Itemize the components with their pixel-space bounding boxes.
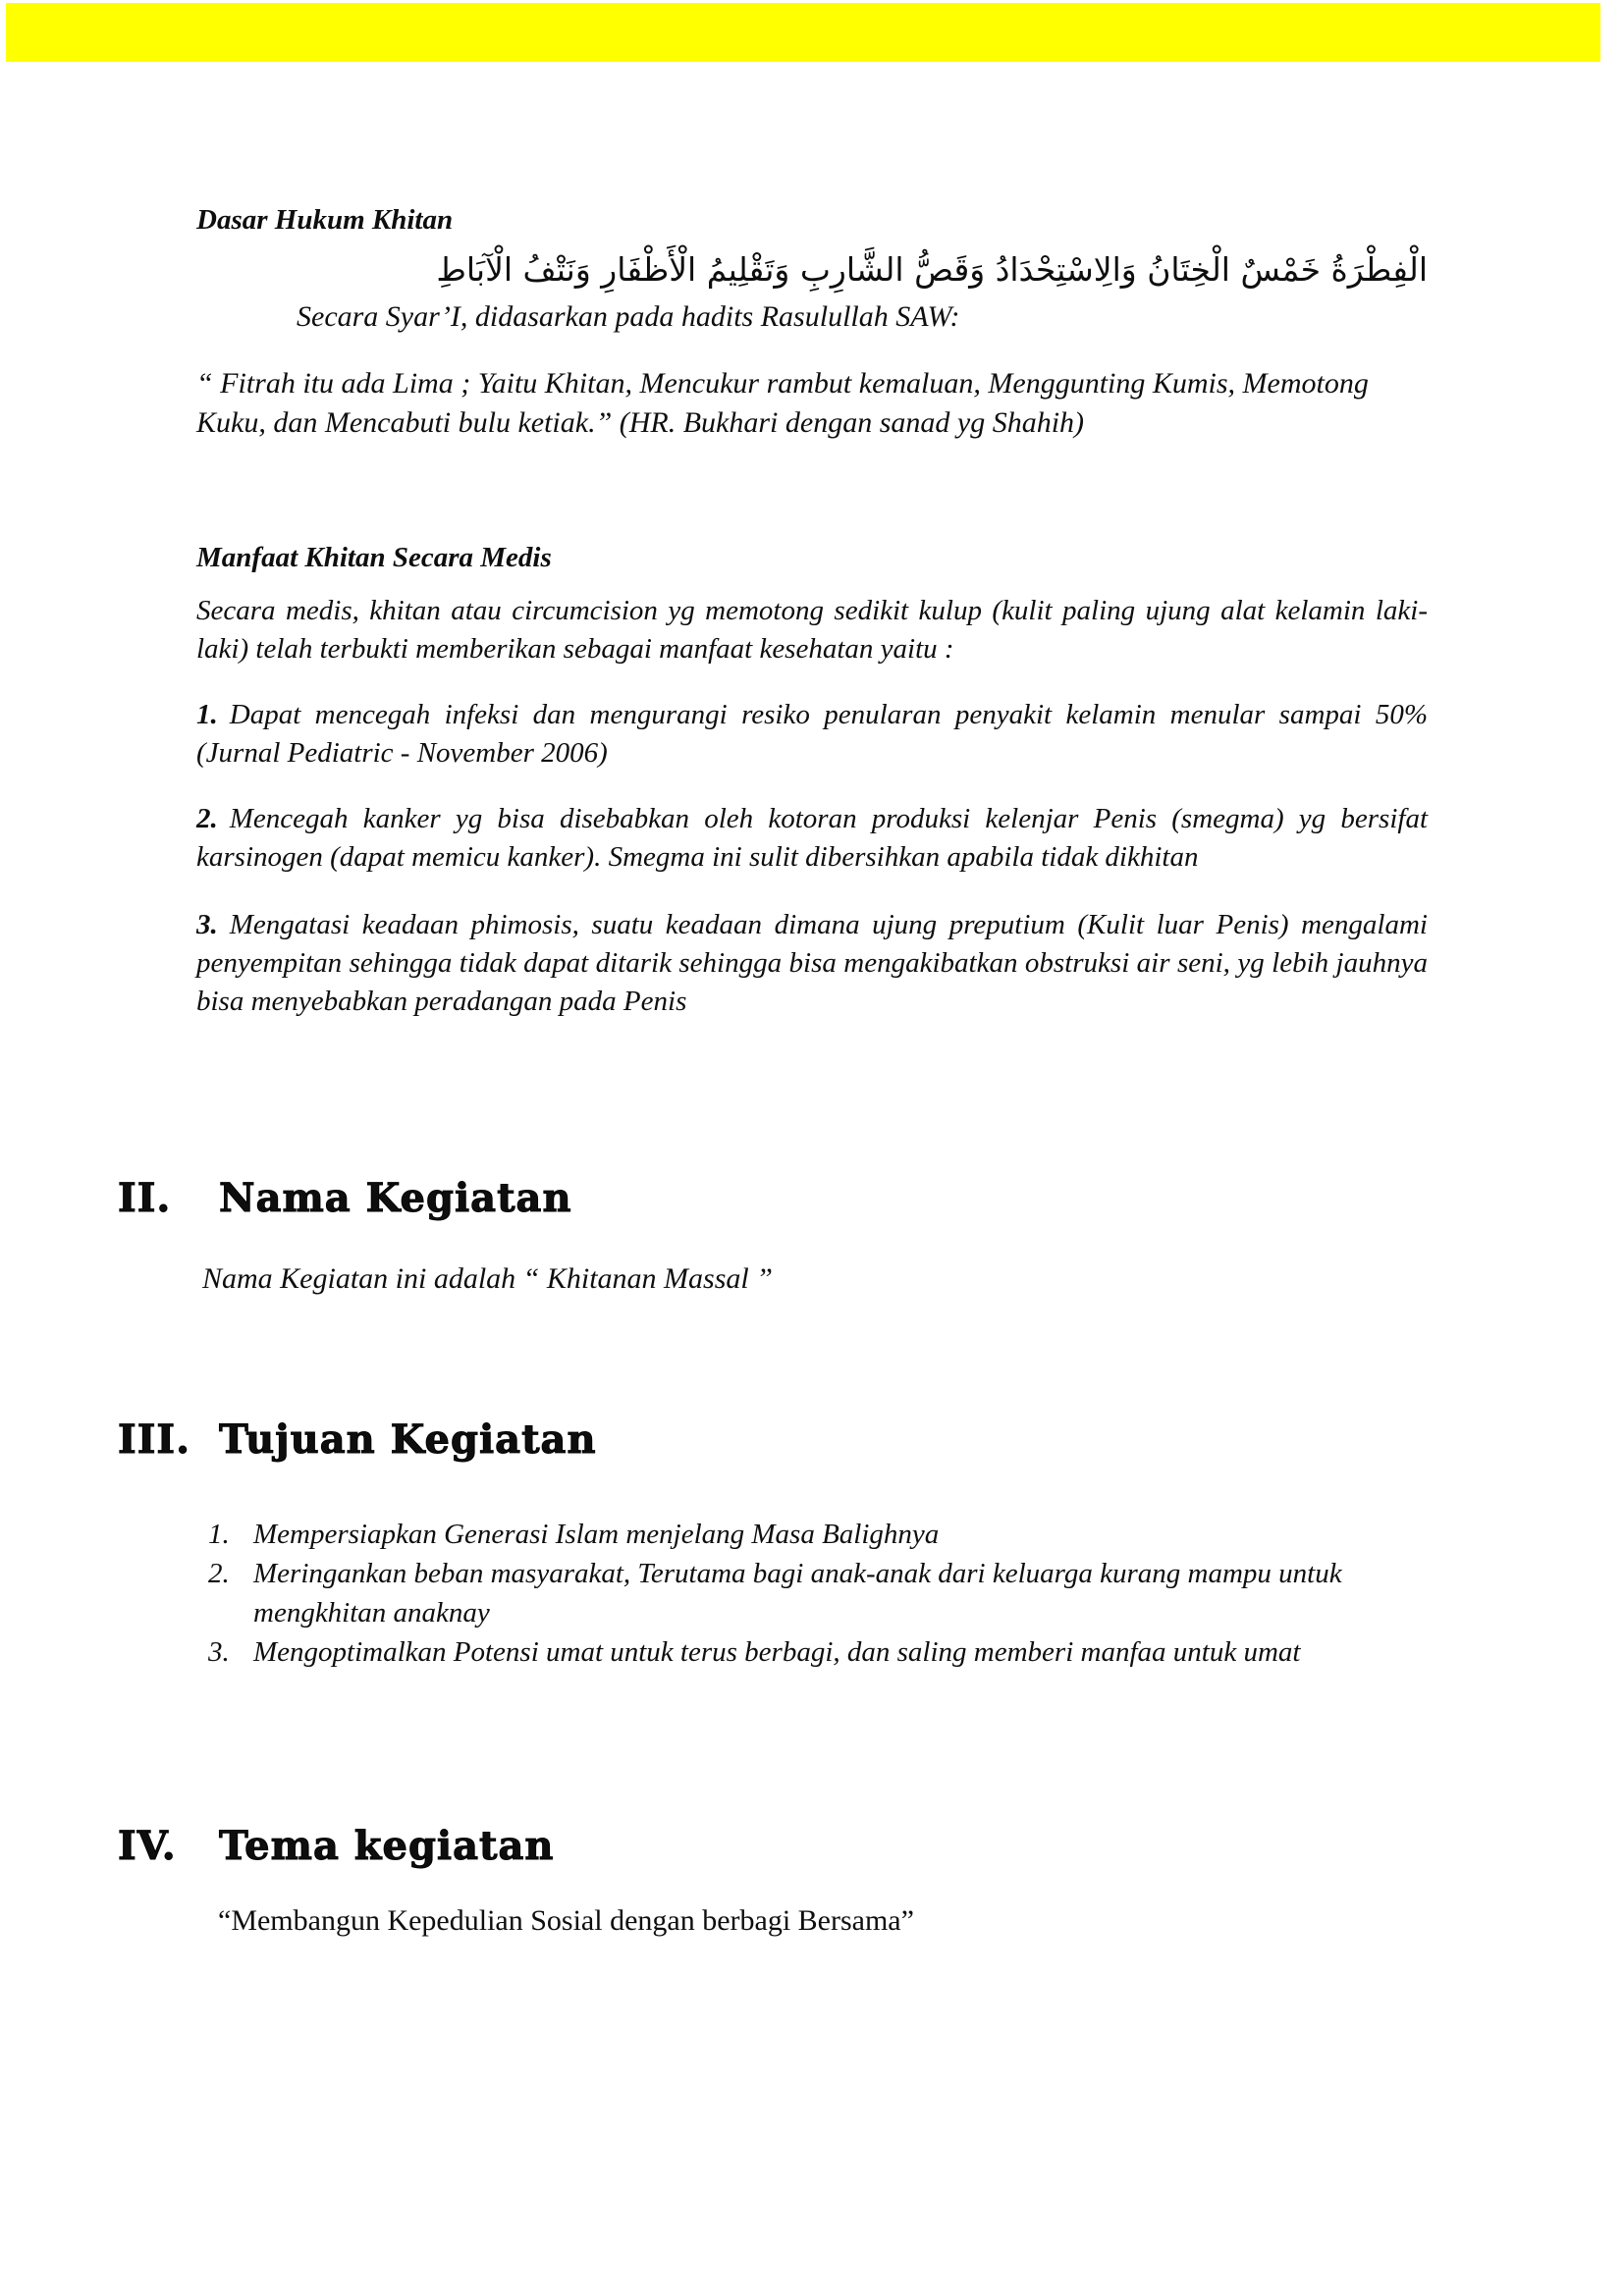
tujuan-item-3 [208, 1632, 1428, 1672]
manfaat-item-3-number: 3. [196, 909, 218, 940]
manfaat-item-3-text: Mengatasi keadaan phimosis, suatu keadaan dimana ujung preputium (Kulit luar Penis) mengalami penyempitan sehingga tidak dapat ditarik sehingga bisa mengakibatkan obstruksi air seni, yg lebih jauhnya bisa menyebabkan peradangan pada Penis [196, 909, 1428, 1017]
section-ii-label: Nama Kegiatan [219, 1175, 572, 1221]
document-content [0, 62, 1624, 1941]
tujuan-item-2-number: 2. [208, 1558, 230, 1589]
tujuan-item-1 [208, 1515, 1428, 1554]
tujuan-item-1-number: 1. [208, 1519, 230, 1550]
manfaat-item-2-number: 2. [196, 803, 218, 834]
section-iv-heading [118, 1821, 1428, 1872]
manfaat-item-1 [196, 696, 1428, 773]
manfaat-item-2-text: Mencegah kanker yg bisa disebabkan oleh kotoran produksi kelenjar Penis (smegma) yg bersifat karsinogen (dapat memicu kanker). Smegma ini sulit dibersihkan apabila tidak dikhitan [196, 803, 1428, 873]
manfaat-item-1-number: 1. [196, 699, 218, 730]
tujuan-item-2 [208, 1554, 1428, 1632]
tujuan-list [208, 1515, 1428, 1672]
dasar-hukum-heading: Dasar Hukum Khitan [196, 204, 454, 236]
manfaat-item-1-text: Dapat mencegah infeksi dan mengurangi resiko penularan penyakit kelamin menular sampai 50% (Jurnal Pediatric - November 2006) [196, 699, 1428, 769]
nama-kegiatan-body: Nama Kegiatan ini adalah “ Khitanan Massal ” [202, 1262, 773, 1295]
section-iii-label: Tujuan Kegiatan [219, 1416, 597, 1463]
section-iv-numeral: IV. [118, 1823, 177, 1869]
section-ii-heading [118, 1173, 1428, 1224]
tujuan-item-1-text: Mempersiapkan Generasi Islam menjelang Masa Balighnya [253, 1519, 940, 1550]
tujuan-item-3-number: 3. [208, 1636, 230, 1668]
section-ii-numeral: II. [118, 1175, 172, 1221]
manfaat-item-2 [196, 800, 1428, 877]
manfaat-medis-heading: Manfaat Khitan Secara Medis [196, 542, 552, 573]
section-iv-label: Tema kegiatan [219, 1823, 555, 1869]
manfaat-item-3 [196, 906, 1428, 1021]
hadith-quote: “ Fitrah itu ada Lima ; Yaitu Khitan, Mencukur rambut kemaluan, Menggunting Kumis, Memotong Kuku, dan Mencabuti bulu ketiak.” (HR. Bukhari dengan sanad yg Shahih) [196, 367, 1369, 439]
yellow-highlight-bar [6, 3, 1600, 62]
section-iii-heading [118, 1415, 1428, 1466]
manfaat-intro-paragraph: Secara medis, khitan atau circumcision yg memotong sedikit kulup (kulit paling ujung alat kelamin laki-laki) telah terbukti memberikan sebagai manfaat kesehatan yaitu : [196, 595, 1428, 665]
tujuan-item-2-text: Meringankan beban masyarakat, Terutama bagi anak-anak dari keluarga kurang mampu untuk mengkhitan anaknay [253, 1558, 1342, 1629]
tema-kegiatan-body: “Membangun Kepedulian Sosial dengan berbagi Bersama” [218, 1904, 914, 1937]
section-iii-numeral: III. [118, 1416, 191, 1463]
arabic-hadith-text: الْفِطْرَةُ خَمْسٌ الْخِتَانُ وَالِاسْتِحْدَادُ وَقَصُّ الشَّارِبِ وَتَقْلِيمُ الْأَظْفَارِ وَنَتْفُ الْآبَاطِ [436, 250, 1428, 289]
tujuan-item-3-text: Mengoptimalkan Potensi umat untuk terus berbagi, dan saling memberi manfaa untuk umat [253, 1636, 1301, 1668]
syari-subline: Secara Syar’I, didasarkan pada hadits Rasulullah SAW: [297, 300, 960, 333]
